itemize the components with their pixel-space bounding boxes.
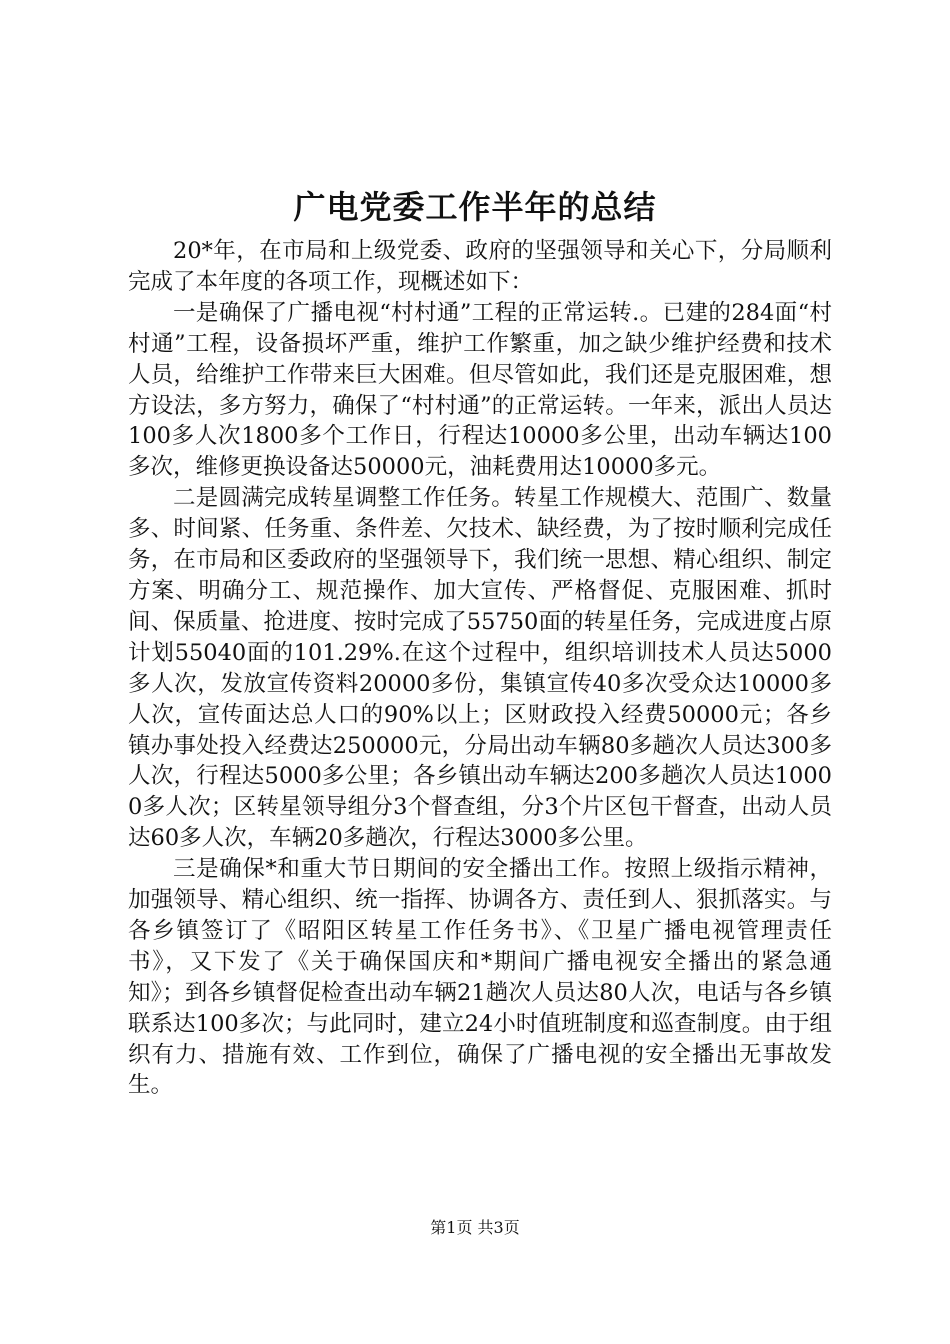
document-body [128,236,832,1101]
paragraph-intro: 20*年，在市局和上级党委、政府的坚强领导和关心下，分局顺利完成了本年度的各项工作，现概述如下： [128,238,832,295]
document-title: 广电党委工作半年的总结 [293,188,657,226]
paragraph-safe-broadcast: 三是确保*和重大节日期间的安全播出工作。按照上级指示精神，加强领导、精心组织、统一指挥、协调各方、责任到人、狠抓落实。与各乡镇签订了《昭阳区转星工作任务书》、《卫星广播电视管理责任书》，又下发了《关于确保国庆和*期间广播电视安全播出的紧急通知》；到各乡镇督促检查出动车辆21趟次人员达80人次，电话与各乡镇联系达100多次；与此同时，建立24小时值班制度和巡查制度。由于组织有力、措施有效、工作到位，确保了广播电视的安全播出无事故发生。 [128,856,832,1099]
page-number-footer: 第1页 共3页 [430,1218,520,1237]
paragraph-village-coverage: 一是确保了广播电视“村村通”工程的正常运转.。已建的284面“村村通”工程，设备损坏严重，维护工作繁重，加之缺少维护经费和技术人员，给维护工作带来巨大困难。但尽管如此，我们还是克服困难，想方设法，多方努力，确保了“村村通”的正常运转。一年来，派出人员达100多人次1800多个工作日，行程达10000多公里，出动车辆达100多次，维修更换设备达50000元，油耗费用达10000多元。 [128,299,832,481]
paragraph-satellite-transfer: 二是圆满完成转星调整工作任务。转星工作规模大、范围广、数量多、时间紧、任务重、条件差、欠技术、缺经费，为了按时顺利完成任务，在市局和区委政府的坚强领导下，我们统一思想、精心组织、制定方案、明确分工、规范操作、加大宣传、严格督促、克服困难、抓时间、保质量、抢进度、按时完成了55750面的转星任务，完成进度占原计划55040面的101.29%.在这个过程中，组织培训技术人员达5000多人次，发放宣传资料20000多份，集镇宣传40多次受众达10000多人次，宣传面达总人口的90%以上；区财政投入经费50000元；各乡镇办事处投入经费达250000元，分局出动车辆80多趟次人员达300多人次，行程达5000多公里；各乡镇出动车辆达200多趟次人员达10000多人次；区转星领导组分3个督查组，分3个片区包干督查，出动人员达60多人次，车辆20多趟次，行程达3000多公里。 [128,485,832,852]
